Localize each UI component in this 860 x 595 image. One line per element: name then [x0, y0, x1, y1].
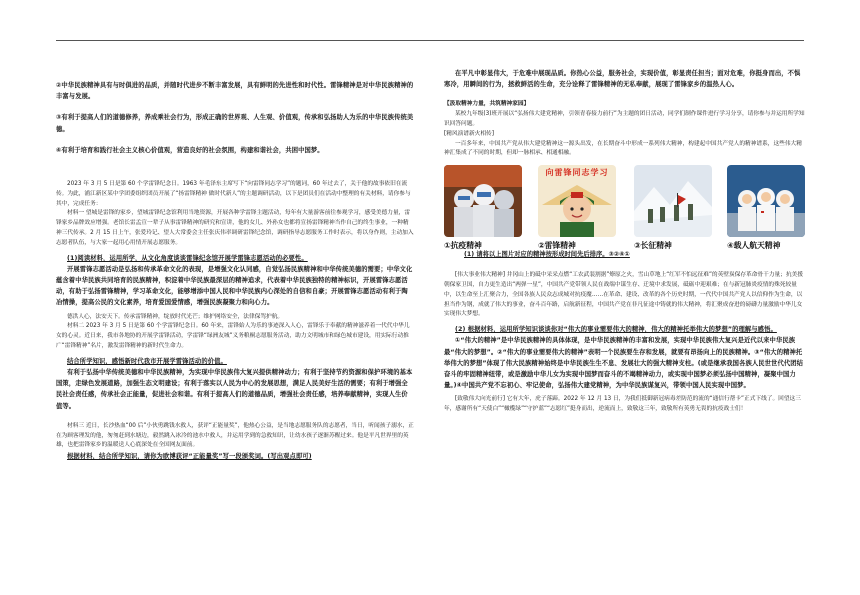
- image-manned-spaceflight: [727, 165, 805, 237]
- caption-3: ③长征精神: [634, 241, 672, 251]
- section-intro: 某校九年级(3)班开展以“弘扬伟大建党精神，引领青春接力前行”为主题的团日活动，同学们制作课件进行学习分享，请你参与并运用所学知识回答问题。: [444, 111, 805, 127]
- caption-4: ④载人航天精神: [727, 241, 781, 251]
- stub-line: 德洪人心，法安天下。传承雷锋精神，绽放时代光芒；维护网络安全，法律保驾护航。: [67, 313, 284, 320]
- background-paragraph: 2023 年 3 月 5 日是第 60 个学雷锋纪念日。1963 年毛泽东主席写下“向雷锋同志学习”的题词，60 年过去了，关于他的故事依旧在流传。为此，浦江新区某中学团委组织团员开展了“扬雷锋精神 做时代新人”的主题调研活动，以下是团员们在活动中整理的有关材料，请你参与其中，完成任务：: [56, 181, 411, 207]
- question-2-right-answer: ①“伟大的精神”是中华民族精神的具体体现，是中华民族精神的丰富和发展，实现中华民族伟大复兴是近代以来中华民族最“伟大的梦想”。②“伟大的事业需要伟大的精神”表明一个民族要生存和发展，就要有昂扬向上的民族精神。③“伟大的精神托举伟大的梦想”体现了伟大民族精神始终是中华民族生生不息、发展壮大的强大精神支柱。(或是继承我国各族人民世世代代团结奋斗的牢固精神纽带，或是激励中华儿女为实现中国梦而奋斗的不竭精神动力，或实现中国梦必须弘扬中国精神，凝聚中国力量。)④中国共产党不忘初心、牢记使命，弘扬伟大建党精神，为中华民族谋复兴，带领中国人民实现中国梦。: [444, 337, 804, 390]
- award-speech-answer: 在平凡中彰显伟大，于危难中展现品质。你热心公益，服务社会，实现价值，彰显责任担当；面对危难，你挺身而出，不惧寒冷，用瞬间的行为，拯救鲜活的生命，充分诠释了雷锋精神的无私奉献，展现了雷锋家乡的温热人心。: [444, 70, 801, 89]
- question-2-answer: 有利于弘扬中华传统美德和中华民族精神，为实现中华民族伟大复兴提供精神动力；有利于坚持节约资源和保护环境的基本国策，走绿色发展道路，加强生态文明建设；有利于落实以人民为中心的发展思想，满足人民美好生活的需要；有利于增强全民社会责任感，传承社会正能量，促进社会和谐。有利于提高人们的道德品质，增强社会责任感，培养奉献精神，实现人生价值等。: [56, 369, 413, 410]
- question-2-right-label: (2) 根据材料，运用所学知识谈谈你对“伟大的事业需要伟大的精神，伟大的精神托举伟大的梦想”的理解与感悟。: [455, 326, 777, 334]
- question-1-label: (1)阅读材料，运用所学，从文化角度谈谈雷锋纪念馆开展学雷锋志愿活动的必要性。: [67, 254, 308, 262]
- spectrum-text: 一百多年来，中国共产党从伟大建党精神这一源头出发，在长期奋斗中形成一系列伟大精神，构建起中国共产党人的精神谱系，这些伟大精神汇集成了不同的时期，但却一脉相承、相通相融。: [444, 140, 802, 157]
- right-column: [444, 46, 806, 583]
- image-long-march: [634, 165, 712, 237]
- poster-text: 向雷锋同志学习: [545, 168, 609, 178]
- spirit-image-row: [444, 165, 806, 261]
- image-sort-question: (1) 请将以上图片对应的精神按形成时间先后排序。③②④①: [464, 251, 630, 259]
- question-2-label: 结合所学知识，感悟新时代我市开展学雷锋活动的价值。: [67, 357, 227, 365]
- section-title: 【汲取精神力量，共筑精神家园】: [444, 101, 530, 108]
- caption-2: ②雷锋精神: [538, 241, 576, 251]
- material-1: 材料一 望城是雷锋的家乡，望城雷锋纪念馆利用当地资源，开展各种学雷锋主题活动，每年有大量游客前往参观学习，感受美德力量，雷锋家乡品牌效应增强。老馆长雷孟宣一辈子从事雷锋精神的研究和宣讲，他的女儿、外孙女也都将宣扬雷锋精神当作自己的终生事业，一种精神三代传承。2 月 15 日上午，张爱玲记、望人大常委会主任张庆伟率调研雷锋纪念馆，调研指导志愿服务工作时表示，将以身作则，主动加入志愿者队伍，与大家一起用心用情开展志愿服务。: [56, 210, 414, 246]
- question-1-answer: 开展雷锋志愿活动是弘扬和传承革命文化的表现，是增强文化认同感，自觉弘扬民族精神和中华传统美德的需要；中华文化蕴含着中华民族共同培育的民族精神，积淀着中华民族最深层的精神追求，代表着中华民族独特的精神标识，开展雷锋志愿活动，有助于弘扬雷锋精神，学习革命文化，能够增添中国人民和中华民族内心深处的自信和自豪；开展雷锋志愿活动有利于陶冶情操，提高公民的文化素养，培育爱国爱情感，增强民族凝聚力和向心力。: [56, 265, 413, 307]
- header-rule: [56, 40, 804, 41]
- answer-point-3: ③有利于提高人们的道德修养，养成乘社会行为，形成正确的世界观、人生观、价值观，传承和弘扬助人为乐的中华民族传统美德。: [56, 114, 414, 133]
- answer-point-4: ④有利于培育和践行社会主义核心价值观，营造良好的社会氛围，构建和谐社会，共困中国梦。: [56, 146, 324, 154]
- spectrum-title: [精风演谱新火相传]: [444, 130, 494, 137]
- left-column: [56, 46, 414, 583]
- caption-1: ①抗疫精神: [444, 241, 482, 251]
- image-lei-feng-poster: [538, 165, 616, 237]
- material-2: 材料二 2023 年 3 月 5 日是第 60 个学雷锋纪念日。60 年来，雷锋始人为乐的事迹深入人心，雷锋乐于奉献的精神滋养着一代代中华儿女的心灵。近日来，我市各地协的开展学雷锋活动，学雷锋“绿洲友城”义务粮桐志愿服务活动，助力文明城市和绿色城市建设，用实际行动推广“雷锋精神”名片，激发雷锋精神的新时代生命力。: [56, 323, 410, 349]
- material-salute: [致敬伟大向光前行] 它有大年，虎子落蹄。2022 年 12 月 13 日，为我们抵御新冠病毒差防范的流的“通信行帮卡”正式下线了。回望这三年，感谢所有“天使白”“橄榄绿”“守护蓝”“志愿红”挺身而出，逆流而上，致敬这三年，致敬所有英勇无畏的抗疫战士们！: [444, 396, 801, 413]
- material-great-cause: [伟大事业伟大精神] 井冈山上的砥中采采点燃“工农武装割据”燎原之火，雪山草地上“红军不怕远征难”的英壁炭保存革命骨干力量；抗美援朝保家卫国，自力更生造出“两弹一星”，中国共产党带领人民在战端中谋生存、迁境中求发展，砥砺中迎艰难；在与新冠肺炎疫情的殊死较量中，以生命至上汇聚合力，全国各族人民众志成城对抗疫魔……在革命、建设、改革的各个历史时期，一代代中国共产党人以信仰作为生命，以担当作为钢，成就了伟大的事业，奋斗百年路，启航新征程，中国共产党在非凡征途中铸就的伟大精神，将汇聚成奋进的磅礴力量激励中华儿女实现伟大梦想。: [444, 272, 803, 318]
- answer-point-2: ②中华民族精神具有与时俱进的品质，并随时代进步不断丰富发展，具有鲜明的先进性和时代性。雷锋精神是对中华民族精神的丰富与发展。: [56, 82, 414, 101]
- image-anti-epidemic: [444, 165, 522, 237]
- material-3: 材料三 近日，长沙热血“00 后”小伙勇跳钱水救人，获评“正能量奖”，他热心公益，是当地志愿服务队的志愿者，当日，听闻孩子溺水，正在为顾客理发的他，匆匆赶到水塘边，毅然跳入冰冷的池水中救人，并运用学到的急救知识，让幼水孩子逐渐苏醒过来。他是平凡世界里的英雄，也把雷锋家乡的温暖送人心底深处在全国网友面前。: [56, 422, 414, 449]
- question-3-label: 根据材料，结合所学知识，请你为欧博获评“正能量奖”写一段颁奖词。(写出观点即可): [67, 453, 312, 461]
